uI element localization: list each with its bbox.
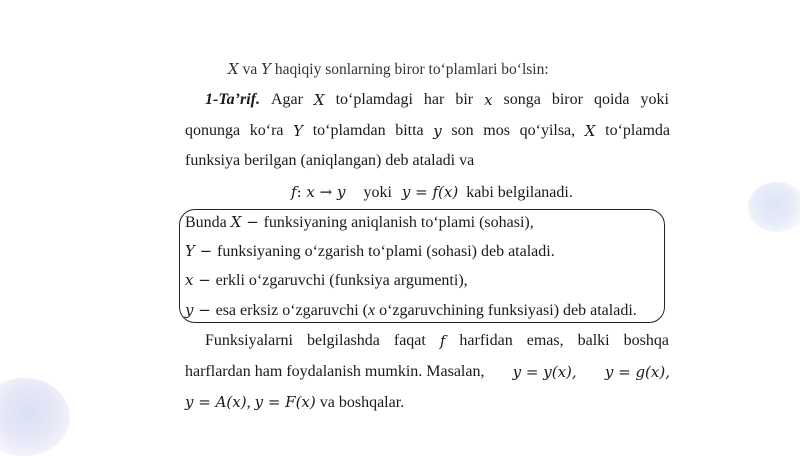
separator: , <box>246 394 255 411</box>
definition-line-2 <box>185 121 670 141</box>
paragraph-text: harflardan ham foydalanish mumkin. Masalan, <box>185 363 485 380</box>
symbol-x-lower: x <box>306 183 315 201</box>
symbol-x: X <box>230 213 242 231</box>
definition-line-1 <box>205 90 669 110</box>
word: har <box>423 91 445 108</box>
word: balki <box>577 332 610 349</box>
box-text: funksiyaning aniqlanish to‘plami (sohasi), <box>263 214 534 231</box>
symbol-y-lower: y <box>401 183 411 201</box>
paragraph-line-2 <box>185 362 670 382</box>
paragraph-tail: va boshqalar. <box>315 394 405 411</box>
symbol-y-lower: y <box>336 183 346 201</box>
paragraph-line-3 <box>185 392 670 413</box>
word: qoida <box>593 91 630 108</box>
word: qo‘yilsa, <box>519 122 576 139</box>
expr-a-of-x: y = A(x) <box>185 393 247 411</box>
word: Funksiyalarni <box>205 332 293 349</box>
word: boshqa <box>623 332 669 349</box>
symbol-y-lower: y <box>433 122 442 140</box>
word: belgilashda <box>307 332 380 349</box>
symbol-x: X <box>228 60 239 78</box>
word: qonunga <box>185 122 241 139</box>
dash: − <box>241 213 264 231</box>
word: faqat <box>393 332 426 349</box>
box-text: erkli o‘zgaruvchi (funksiya argumenti), <box>215 272 468 289</box>
colon: : <box>296 183 307 201</box>
decorative-blob-right <box>748 182 800 232</box>
box-text: o‘zgaruvchining funksiyasi) deb ataladi. <box>375 302 637 319</box>
decorative-blob-left <box>0 378 70 456</box>
word: ko‘ra <box>249 122 284 139</box>
symbol-y: Y <box>185 242 195 260</box>
expr-f-of-x: y = F(x) <box>254 393 316 411</box>
paragraph-line-1 <box>205 331 669 351</box>
intro-line <box>228 59 713 80</box>
word: harfidan <box>459 332 513 349</box>
intro-va: va <box>238 61 262 78</box>
box-text: esa erksiz o‘zgaruvchi ( <box>215 302 368 319</box>
word: to‘plamda <box>605 122 670 139</box>
definition-label: 1-Ta’rif. <box>205 91 260 108</box>
formula-tail: kabi belgilanadi. <box>466 184 573 201</box>
symbol-f: f <box>291 183 297 201</box>
symbol-y-lower: y <box>185 301 194 319</box>
intro-text: haqiqiy sonlarning biror to‘plamlari bo‘lsin: <box>270 61 549 78</box>
word: biror <box>551 91 583 108</box>
symbol-x-lower: x <box>185 271 194 289</box>
symbol-f: f <box>439 332 446 350</box>
formula-line <box>291 182 611 203</box>
word: emas, <box>526 332 564 349</box>
box-text: funksiyaning o‘zgarish to‘plami (sohasi) deb ataladi. <box>217 243 555 260</box>
word: songa <box>503 91 541 108</box>
word: yoki <box>640 91 669 108</box>
arrow: → <box>314 183 337 201</box>
definition-line-3: funksiya berilgan (aniqlangan) deb ataladi va <box>185 152 475 169</box>
word: Agar <box>270 91 303 108</box>
dash: − <box>193 301 216 319</box>
box-line-4 <box>185 300 670 321</box>
symbol-x: X <box>584 122 596 140</box>
word: bir <box>455 91 474 108</box>
symbol-x-lower: x <box>367 302 376 319</box>
expr-fx: f(x) <box>432 183 459 201</box>
expr-y-of-x: y = y(x), <box>512 363 577 381</box>
dash: − <box>193 271 216 289</box>
word: bitta <box>395 122 424 139</box>
expr-g-of-x: y = g(x), <box>604 363 670 381</box>
equals: = <box>410 183 433 201</box>
word: to‘plamdagi <box>335 91 413 108</box>
symbol-y: Y <box>293 122 304 140</box>
word-bunda: Bunda <box>185 214 231 231</box>
box-line-3 <box>185 270 670 291</box>
word: mos <box>483 122 510 139</box>
symbol-x-lower: x <box>484 91 493 109</box>
word: son <box>451 122 474 139</box>
box-line-2 <box>185 241 670 262</box>
dash: − <box>194 242 218 260</box>
box-line-1 <box>185 212 670 233</box>
word-yoki: yoki <box>363 184 392 201</box>
symbol-y: Y <box>261 60 271 78</box>
symbol-x: X <box>313 91 325 109</box>
word: to‘plamdan <box>312 122 386 139</box>
